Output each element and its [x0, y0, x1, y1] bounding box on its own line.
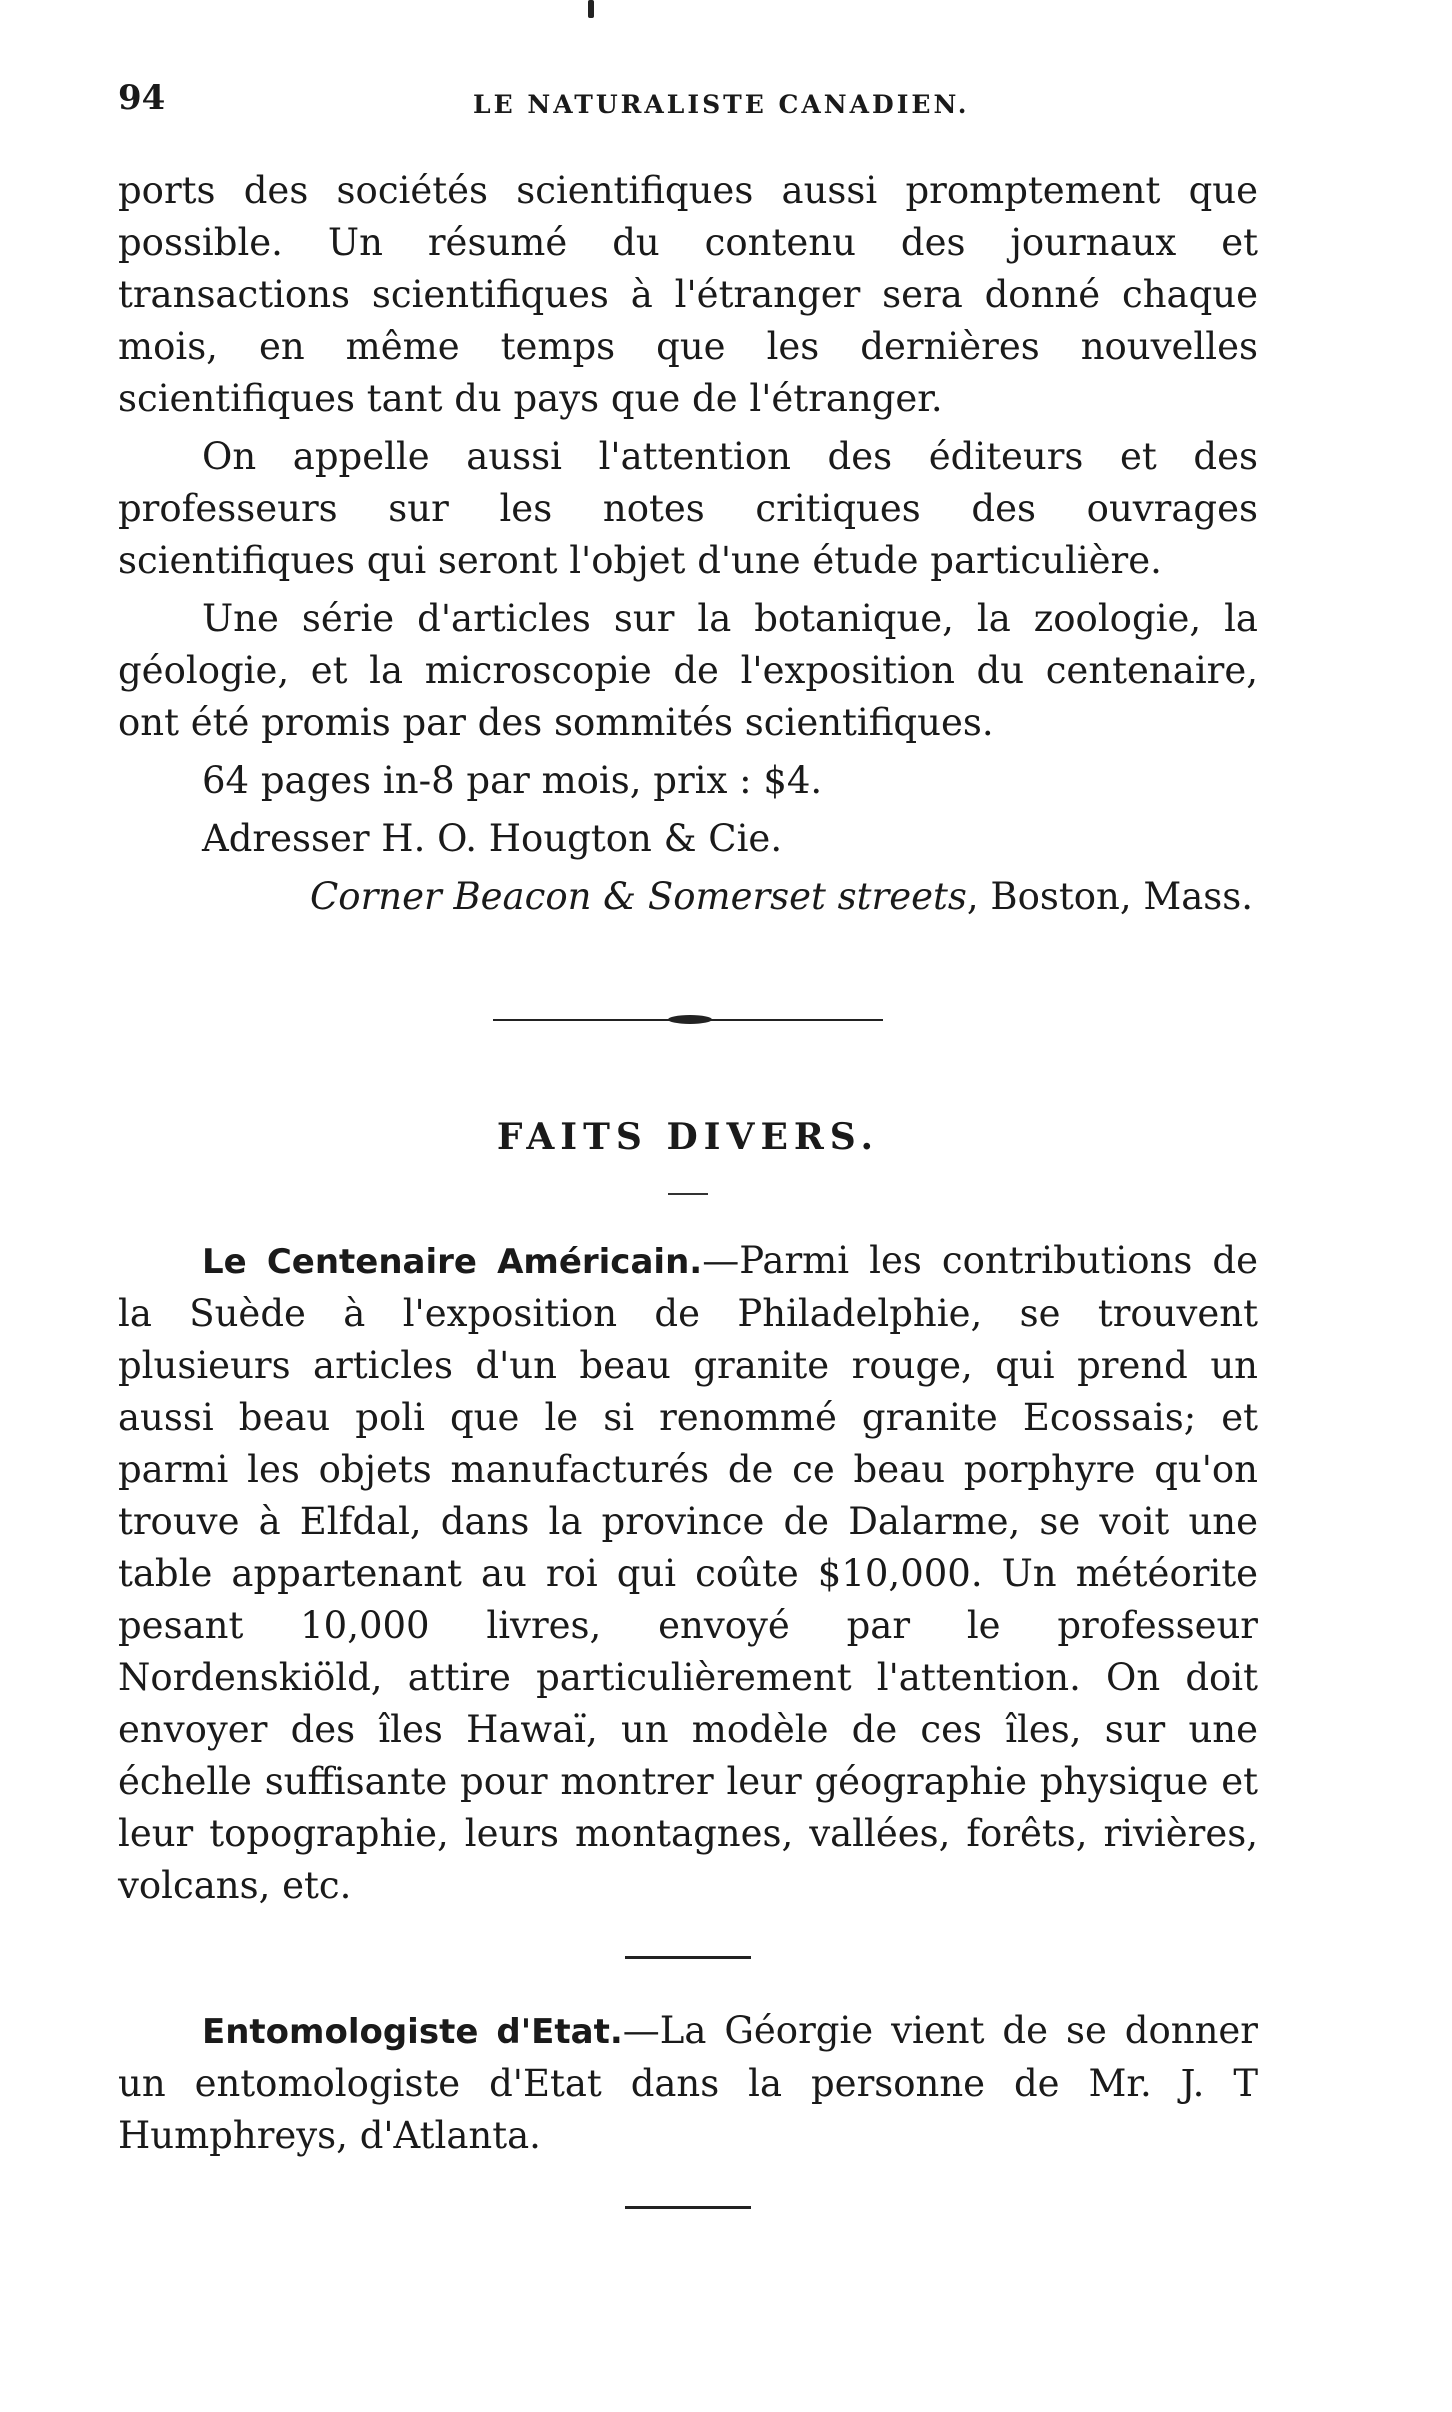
journal-title: LE NATURALISTE CANADIEN.: [473, 90, 970, 119]
page: [118, 0, 1258, 2412]
item-separator: [625, 1956, 751, 1959]
intro-paragraph-3: Une série d'articles sur la botanique, la zoologie, la géologie, et la microscopie de l'exposition du centenaire, ont été promis par des sommités scientifiques.: [118, 597, 1258, 744]
running-head: [118, 78, 1258, 128]
body-text: [118, 165, 1258, 2255]
news-item-entomologiste: [118, 2005, 1258, 2162]
intro-paragraph-1: ports des sociétés scientifiques aussi promptement que possible. Un résumé du contenu des journaux et transactions scientifiques à l'étranger sera donné chaque mois, en même temps que les dernières nouvelles scientifiques tant du pays que de l'étranger.: [118, 169, 1258, 420]
news-item-centenaire: [118, 1235, 1258, 1912]
title-rule: [668, 1193, 708, 1195]
item-title: Le Centenaire Américain.: [202, 1242, 703, 1282]
page-number: 94: [118, 78, 166, 118]
item-text: —Parmi les contributions de la Suède à l'exposition de Philadelphie, se trouvent plusieurs articles d'un beau granite rouge, qui prend un aussi beau poli que le si renommé granite Ecossais; et parmi les objets manufacturés de ce beau porphyre qu'on trouve à Elfdal, dans la province de Dalarme, se voit une table appartenant au roi qui coûte $10,000. Un météorite pesant 10,000 livres, envoyé par le professeur Nordenskiöld, attire particulièrement l'attention. On doit envoyer des îles Hawaï, un modèle de ces îles, sur une échelle suffisante pour montrer leur géographie physique et leur topographie, leurs montagnes, vallées, forêts, rivières, volcans, etc.: [118, 1239, 1258, 1907]
item-title: Entomologiste d'Etat.: [202, 2012, 623, 2052]
item-text: —La Géorgie vient de se donner un entomologiste d'Etat dans la personne de Mr. J. T Humphreys, d'Atlanta.: [118, 2009, 1258, 2157]
city-name: , Boston, Mass.: [966, 875, 1254, 918]
section-title: FAITS DIVERS.: [496, 1116, 880, 1158]
print-mark: [588, 0, 594, 18]
pricing-line: 64 pages in-8 par mois, prix : $4.: [202, 759, 823, 802]
street-name: Corner Beacon & Somerset streets: [310, 875, 967, 918]
divider-ornament: [668, 1015, 712, 1024]
street-line: [118, 871, 1258, 923]
item-separator: [625, 2206, 751, 2209]
address-line: Adresser H. O. Hougton & Cie.: [202, 817, 783, 860]
intro-paragraph-2: On appelle aussi l'attention des éditeurs et des professeurs sur les notes critiques des ouvrages scientifiques qui seront l'objet d'une étude particulière.: [118, 435, 1258, 582]
ornamental-divider: [493, 1013, 883, 1027]
